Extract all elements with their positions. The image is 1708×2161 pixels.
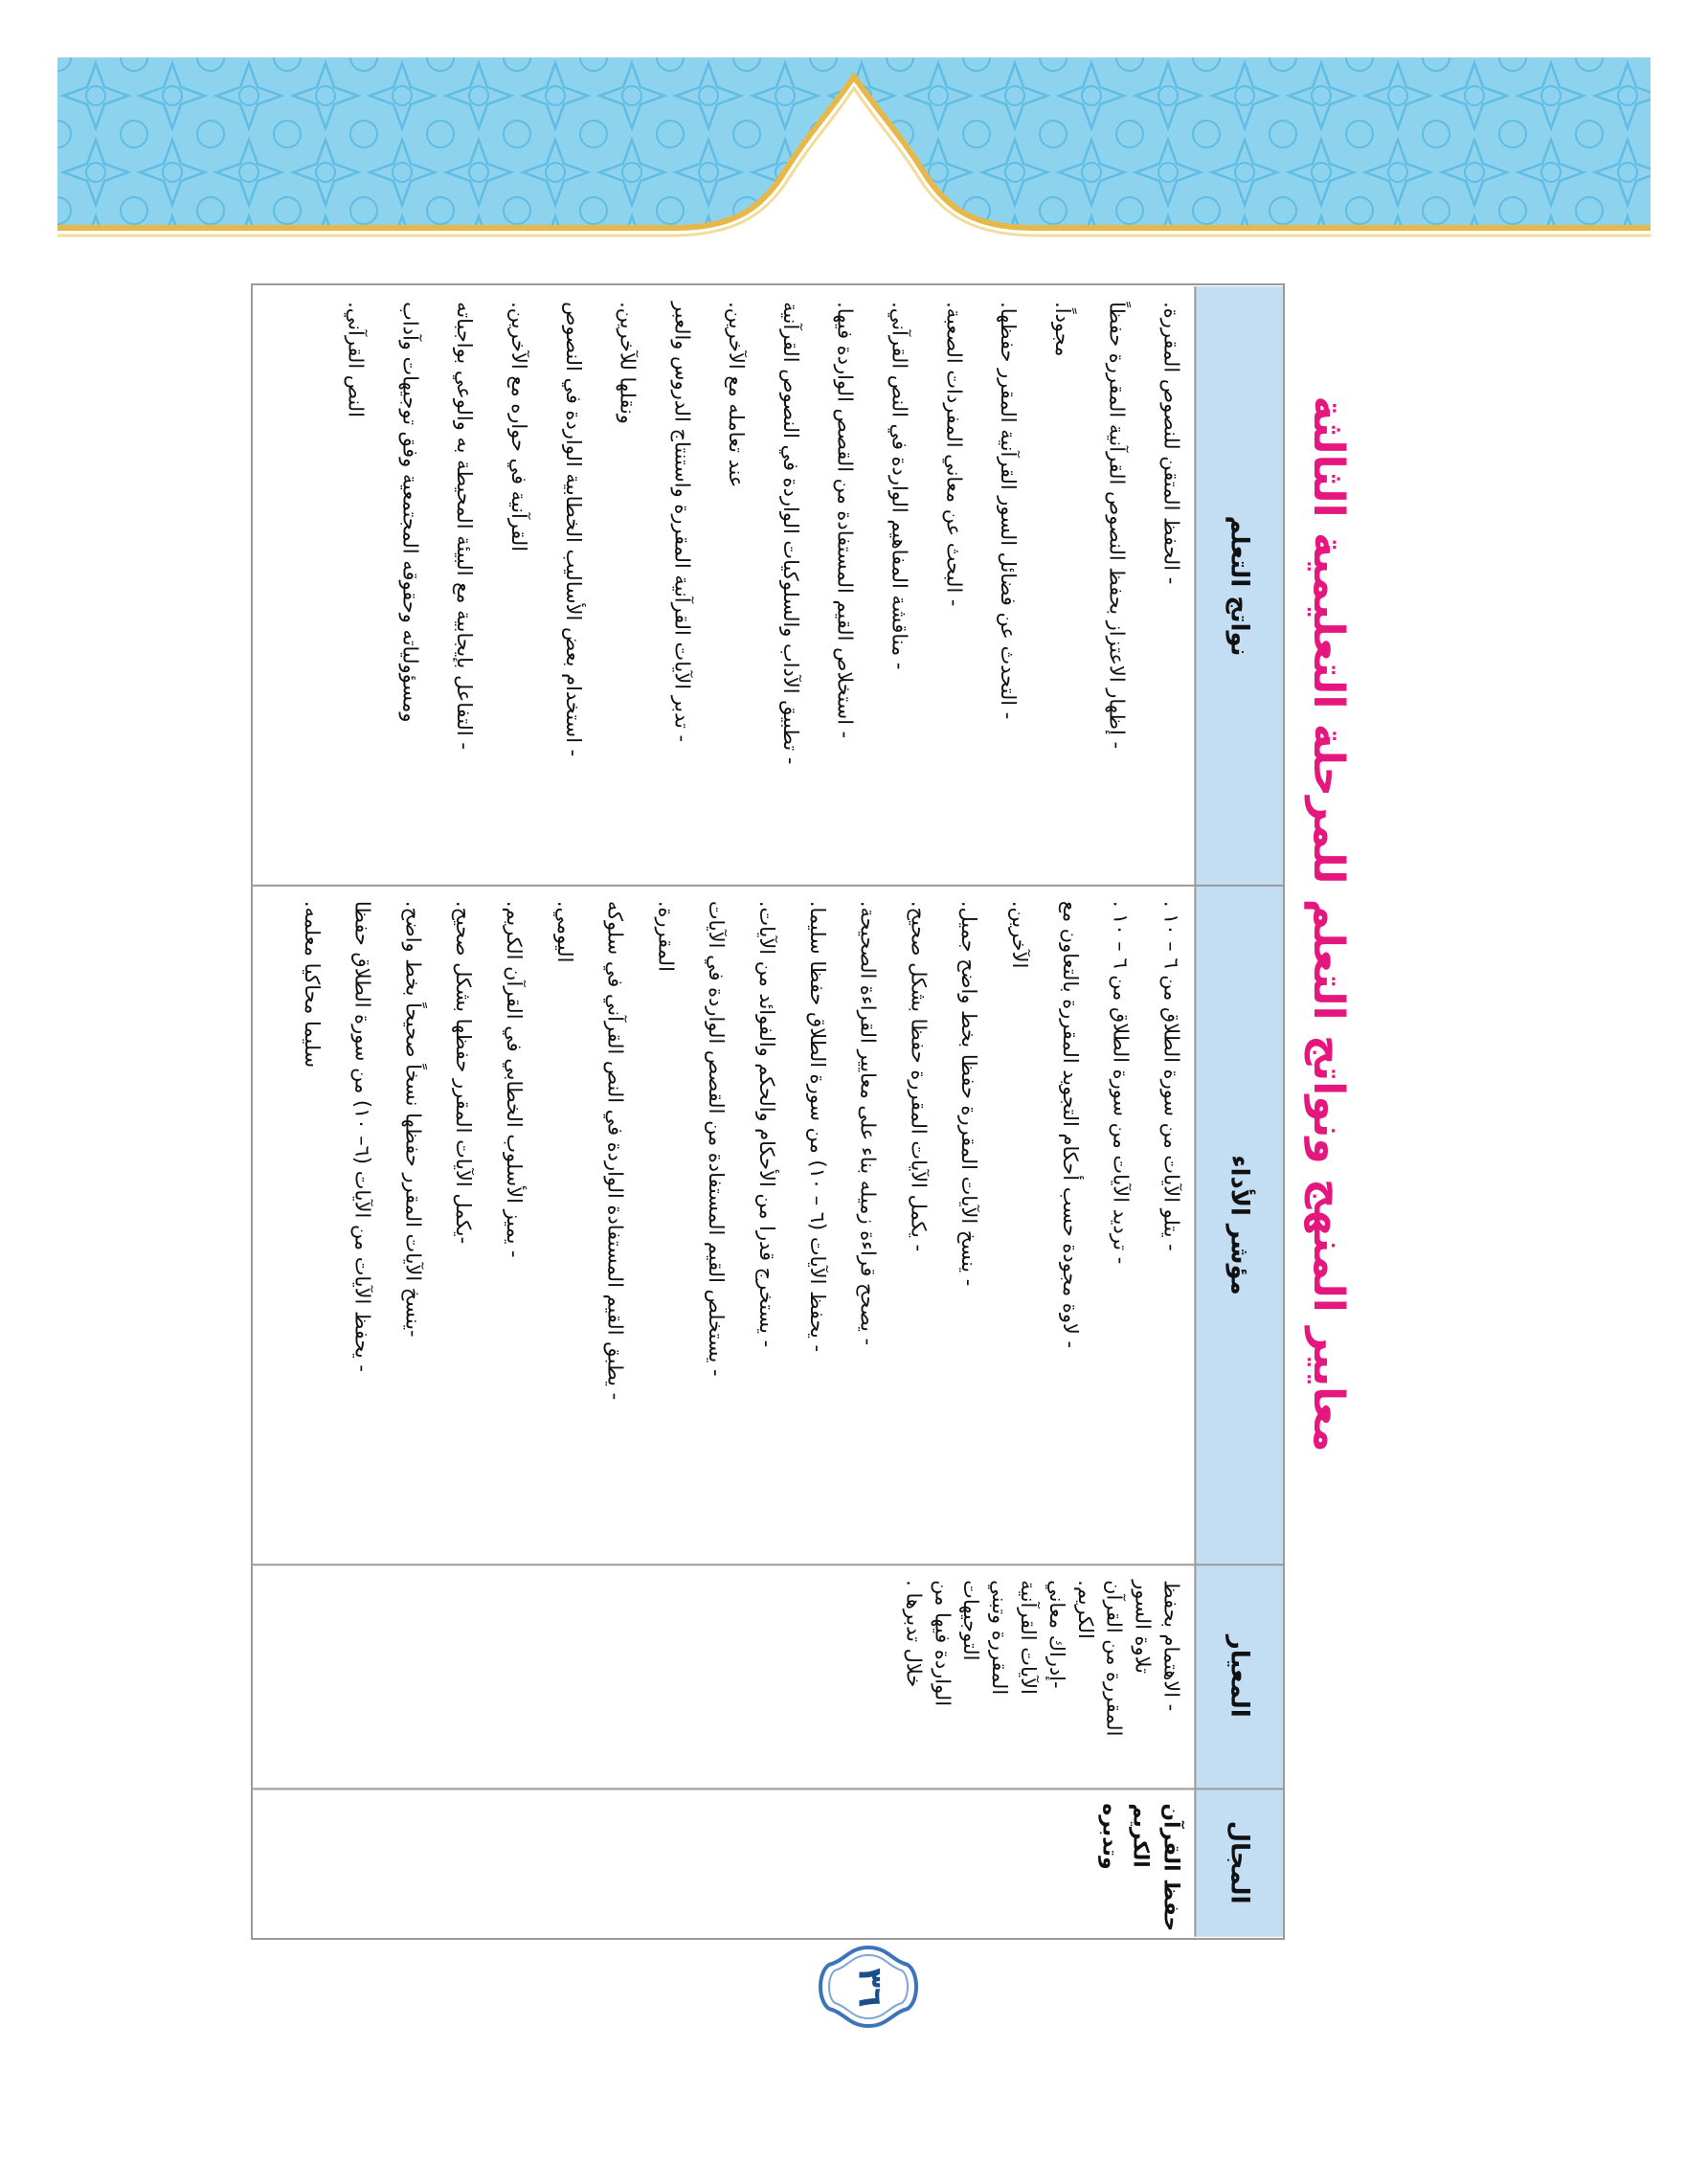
outcome-line: القرآنية في حواره مع الآخرين. (506, 302, 530, 552)
page-number: ٣٦ (850, 1968, 889, 2008)
standard-line: المقررة وتبني (988, 1580, 1012, 1696)
header-domain: المجال (1225, 1820, 1254, 1904)
indicator-line: المقررة. (654, 900, 678, 972)
indicator-line: - لاوة مجودة حسب أحكام التجويد المقررة بالتعاون مع (1058, 900, 1082, 1349)
outcome-line: - مناقشة المفاهيم الواردة في النص القرآني. (888, 302, 911, 670)
indicator-line: - يميز الأسلوب الخطابي في القرآن الكريم. (502, 900, 526, 1258)
domain-line: وتدبره (1097, 1803, 1122, 1870)
indicator-line: -ينسخ الآيات المقرر حفظها نسخاً صحيحاً بخط واضح. (401, 900, 425, 1338)
standard-line: الكريم. (1073, 1580, 1097, 1639)
standard-line: خلال تدبرها . (902, 1580, 926, 1688)
outcome-line: - إظهار الاعتزاز بحفظ النصوص القرآنية المقررة حفظاً (1105, 302, 1129, 750)
indicator-line: - يستخلص القيم المستفادة من القصص الواردة في الآيات (705, 900, 729, 1377)
outcome-line: - البحث عن معاني المفردات الصعبة. (942, 302, 966, 607)
domain-line: حفظ القرآن (1158, 1803, 1183, 1932)
indicator-line: - يتلو الآيات من سورة الطلاق من ٦ – ١٠ . (1159, 900, 1183, 1251)
indicator-line: - يستخرج قدرا من الأحكام والحكم والفوائد من الآيات. (755, 900, 779, 1348)
standard-column (902, 1579, 1182, 1736)
outcome-line: عند تعامله مع الآخرين. (725, 302, 749, 488)
indicator-line: - يحفظ الآيات (٦ – ١٠) من سورة الطلاق حفظا سليما. (805, 900, 829, 1353)
indicator-line: - يكمل الآيات المقررة حفظا بشكل صحيح. (907, 900, 931, 1252)
outcome-line: مجوداً. (1050, 302, 1074, 357)
indicator-line: - ترديد الآيات من سورة الطلاق من ٦ – ١٠ . (1109, 900, 1133, 1265)
outcomes-column (345, 301, 1183, 764)
indicator-line: -يكمل الآيات المقرر حفظها بشكل صحيح. (452, 900, 476, 1245)
outcome-line: ونقلها للآخرين. (616, 302, 640, 424)
domain-line: الكريم (1128, 1803, 1153, 1868)
standard-line: -إدراك معاني (1045, 1580, 1068, 1689)
header-standard: المعيار (1225, 1634, 1254, 1718)
indicator-line: - ينسخ الآيات المقررة حفظا بخط واضح جميل. (957, 900, 981, 1287)
standard-line: التوجيهات (959, 1580, 983, 1661)
outcome-line: - استخلاص القيم المستفادة من القصص الواردة فيها. (833, 302, 857, 739)
page-title: معايير المنهج ونواتج التعلم للمرحلة التعليمية الثالثة (1304, 395, 1353, 1452)
standards-table (251, 283, 1285, 1940)
standard-line: الواردة فيها من (931, 1580, 955, 1707)
indicator-line: اليومي. (552, 900, 576, 963)
outcome-line: - التفاعل بإيجابية مع البيئة المحيطة به والوعي بواجباته (453, 302, 477, 750)
indicator-line: سليما محاكيا معلمه. (300, 900, 324, 1069)
page-title-container (1288, 287, 1364, 1561)
page-number-badge (816, 1944, 921, 2030)
standard-line: - الاهتمام بحفظ (1159, 1580, 1183, 1712)
header-outcomes: نواتج التعلم (1225, 515, 1254, 657)
standard-line: المقررة من القرآن (1102, 1580, 1126, 1737)
standard-line: تلاوة السور (1131, 1580, 1155, 1674)
header-indicators: مؤشر الأداء (1225, 1155, 1254, 1295)
indicator-line: - يصحح قراءة زميله بناء على معايير القراءة الصحيحة. (856, 900, 880, 1346)
outcome-line: النص القرآني. (344, 302, 368, 417)
indicators-column (301, 901, 1183, 1400)
indicator-line: الآخرين. (1008, 900, 1032, 969)
outcome-line: - استخدام بعض الأساليب الخطابية الواردة في النصوص (561, 302, 585, 757)
indicator-line: - يحفظ الآيات من الآيات (٦– ١٠) من سورة الطلاق حفظا (350, 900, 374, 1372)
domain-column (1098, 1803, 1186, 1931)
outcome-line: ومسؤولياته وحقوقه المجتمعية وفق توجيهات وآداب (398, 302, 422, 723)
outcome-line: - تطبيق الآداب والسلوكيات الواردة في النصوص القرآنية (778, 302, 802, 765)
outcome-line: - التحدث عن فضائل السور القرآنية المقرر حفظها. (997, 302, 1021, 720)
indicator-line: - يطبق القيم المستفادة الواردة في النص القرآني في سلوكه (603, 900, 627, 1401)
standard-line: الآيات القرآنية (1016, 1580, 1040, 1695)
outcome-line: - الحفظ المتقن للنصوص المقررة. (1159, 302, 1183, 585)
decorative-banner (57, 57, 1651, 239)
outcome-line: - تدبر الآيات القرآنية المقررة واستنتاج الدروس والعبر (670, 302, 694, 743)
